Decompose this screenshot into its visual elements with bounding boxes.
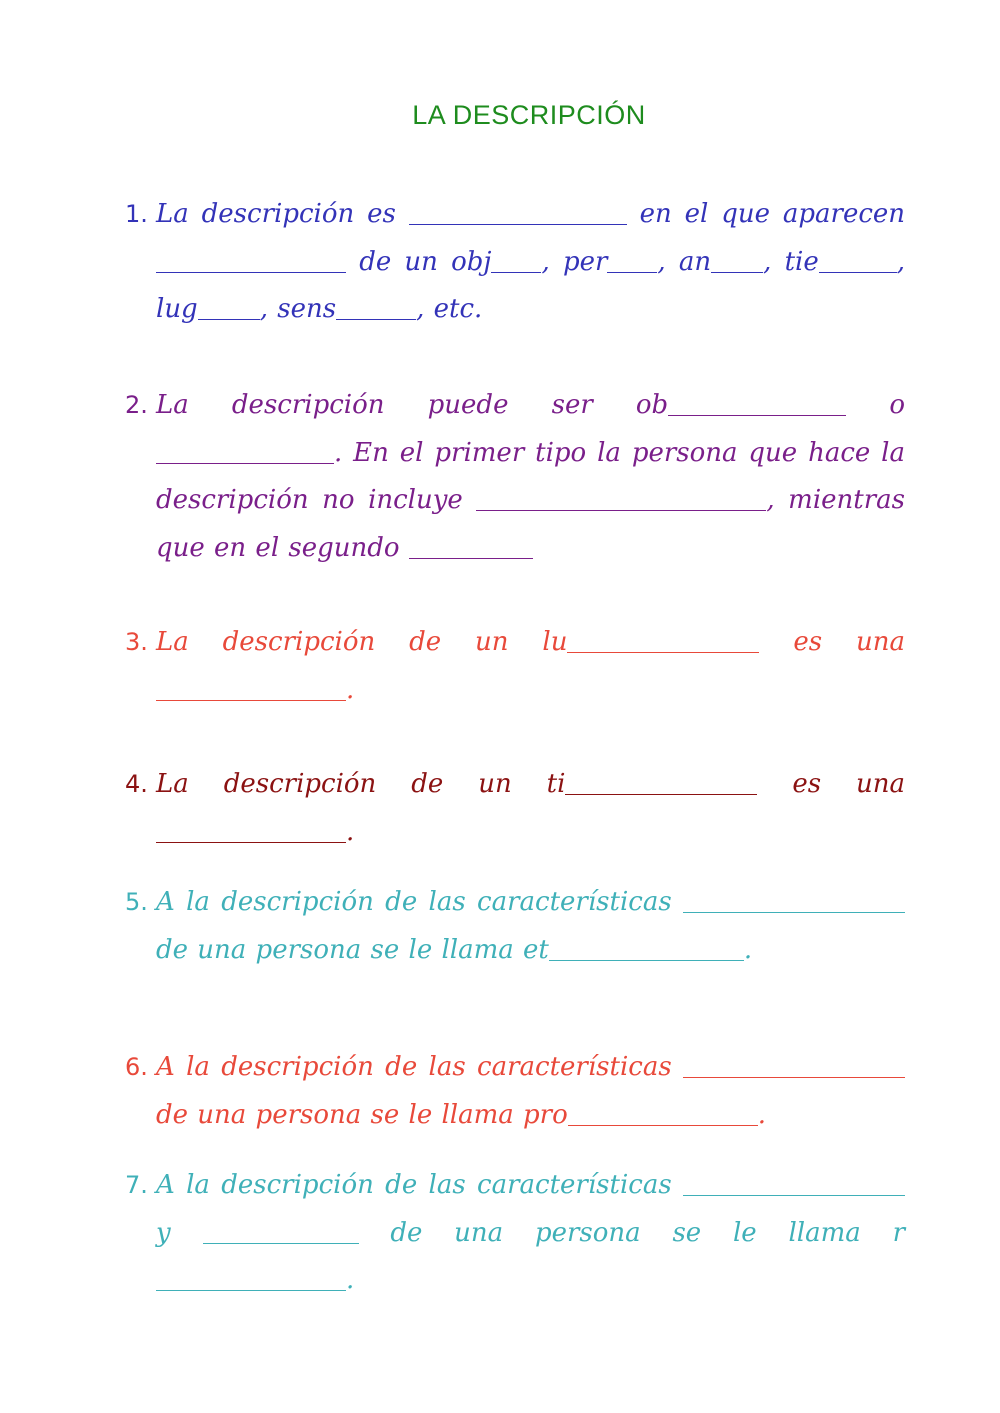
answer-blank[interactable] bbox=[549, 934, 744, 961]
answer-blank[interactable] bbox=[683, 1169, 905, 1196]
answer-blank[interactable] bbox=[476, 484, 766, 511]
question-text: A la descripción de las características bbox=[156, 1170, 672, 1200]
answer-blank[interactable] bbox=[156, 816, 346, 843]
answer-blank[interactable] bbox=[156, 1264, 346, 1291]
question-text: . En el primer tipo la persona que hace la descripción no incluye bbox=[156, 437, 905, 515]
answer-blank[interactable] bbox=[819, 246, 897, 273]
answer-blank[interactable] bbox=[203, 1217, 359, 1244]
question-text: . bbox=[346, 1265, 355, 1295]
question-text: de una persona se le llama et bbox=[156, 934, 549, 965]
question-text: . bbox=[346, 674, 355, 705]
answer-blank[interactable] bbox=[409, 198, 627, 225]
question-text: y bbox=[156, 1217, 171, 1248]
question-4 bbox=[125, 761, 905, 856]
question-text: de una persona se le llama pro bbox=[156, 1099, 568, 1130]
answer-blank[interactable] bbox=[409, 532, 533, 559]
question-text: , lug bbox=[156, 246, 905, 324]
page-title: LA DESCRIPCIÓN bbox=[412, 100, 646, 130]
question-text: , tie bbox=[763, 246, 819, 277]
answer-blank[interactable] bbox=[198, 293, 260, 320]
answer-blank[interactable] bbox=[683, 886, 905, 913]
answer-blank[interactable] bbox=[336, 293, 416, 320]
question-text: en el que aparecen bbox=[639, 199, 906, 229]
question-5 bbox=[125, 879, 905, 974]
question-number: 2. bbox=[125, 391, 148, 419]
answer-blank[interactable] bbox=[668, 389, 846, 416]
question-text: . bbox=[346, 816, 355, 847]
answer-blank[interactable] bbox=[491, 246, 541, 273]
answer-blank[interactable] bbox=[568, 1099, 758, 1126]
question-3 bbox=[125, 619, 905, 714]
answer-blank[interactable] bbox=[156, 437, 334, 464]
question-number: 4. bbox=[125, 770, 148, 798]
question-text: , per bbox=[541, 246, 608, 277]
question-1 bbox=[125, 191, 905, 334]
question-number: 3. bbox=[125, 628, 148, 656]
question-text: , sens bbox=[259, 294, 337, 324]
answer-blank[interactable] bbox=[711, 246, 763, 273]
question-text: , an bbox=[657, 246, 712, 277]
question-text: A la descripción de las características bbox=[156, 887, 672, 917]
question-6 bbox=[125, 1044, 905, 1139]
question-number: 5. bbox=[125, 888, 148, 916]
answer-blank[interactable] bbox=[156, 246, 346, 273]
question-number: 6. bbox=[125, 1053, 148, 1081]
answer-blank[interactable] bbox=[565, 768, 757, 795]
answer-blank[interactable] bbox=[607, 246, 657, 273]
question-text: , mientras que en el segundo bbox=[156, 485, 905, 563]
question-text: es una bbox=[793, 627, 905, 657]
question-number: 1. bbox=[125, 200, 148, 228]
question-text: La descripción de un ti bbox=[156, 769, 566, 799]
question-text: . bbox=[757, 1099, 767, 1130]
question-text: La descripción puede ser ob bbox=[156, 390, 669, 420]
question-text: es una bbox=[792, 769, 905, 799]
question-text: de una persona se le llama r bbox=[390, 1217, 906, 1248]
question-text: , etc. bbox=[416, 294, 483, 324]
question-text: La descripción es bbox=[156, 199, 396, 229]
question-text: La descripción de un lu bbox=[156, 627, 568, 657]
question-7 bbox=[125, 1162, 905, 1305]
answer-blank[interactable] bbox=[567, 626, 759, 653]
question-2 bbox=[125, 382, 905, 572]
answer-blank[interactable] bbox=[156, 674, 346, 701]
question-text: A la descripción de las características bbox=[156, 1052, 672, 1082]
question-text: . bbox=[743, 934, 753, 965]
question-text: o bbox=[889, 390, 906, 420]
question-text: de un obj bbox=[359, 246, 492, 277]
answer-blank[interactable] bbox=[683, 1051, 905, 1078]
question-number: 7. bbox=[125, 1171, 148, 1199]
